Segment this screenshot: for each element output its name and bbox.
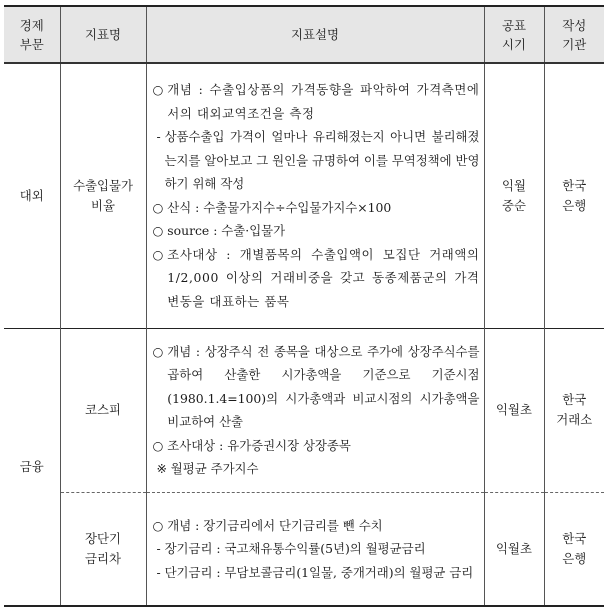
agency-cell: 한국 은행 [544, 492, 604, 606]
description-line: ○ 개념 : 수출입상품의 가격동향을 파악하여 가격측면에서의 대외교역조건을 측정 [152, 82, 480, 121]
description-line: - 단기금리 : 무담보콜금리(1일물, 중개거래)의 월평균 금리 [152, 564, 474, 580]
release-timing-cell: 익월초 [484, 492, 544, 606]
header-row [4, 6, 604, 63]
indicator-description-cell [146, 492, 484, 606]
description-line: - 상품수출입 가격이 얼마나 유리해졌는지 아니면 불리해졌는지를 알아보고 그 원인을 규명하여 이를 무역정책에 반영하기 위해 작성 [152, 129, 480, 192]
header-indicator-name: 지표명 [60, 6, 146, 63]
release-timing-cell: 익월초 [484, 328, 544, 492]
description-line: ○ 산식 : 수출물가지수÷수입물가지수×100 [152, 199, 392, 215]
sector-cell: 대외 [19, 187, 44, 203]
release-timing-cell: 익월 중순 [484, 63, 544, 328]
indicator-name-cell: 코스피 [60, 328, 146, 492]
description-line: ○ 개념 : 상장주식 전 종목을 대상으로 주가에 상장주식수를 곱하여 산출한 시가총액을 기준으로 기준시점(1980.1.4=100)의 시가총액과 비교시점의 시가총액을 비교하여 산출 [152, 343, 480, 429]
header-agency: 작성 기관 [544, 6, 604, 63]
description-line: ○ 조사대상 : 개별품목의 수출입액이 모집단 거래액의 1/2,000 이상의 거래비중을 갖고 동종제품군의 가격변동을 대표하는 품목 [152, 246, 480, 309]
description-line: - 장기금리 : 국고채유통수익률(5년)의 월평균금리 [152, 541, 426, 556]
description-line: ○ 개념 : 장기금리에서 단기금리를 뺀 수치 [152, 517, 383, 533]
table-row [4, 492, 604, 606]
indicator-name-cell: 장단기 금리차 [60, 492, 146, 606]
indicator-name-cell: 수출입물가 비율 [60, 63, 146, 328]
indicator-description-cell [146, 63, 484, 328]
agency-cell: 한국 거래소 [544, 328, 604, 492]
table-row [4, 63, 604, 328]
header-sector: 경제 부문 [4, 6, 60, 63]
description-line: ※ 월평균 주가지수 [152, 461, 259, 476]
agency-cell: 한국 은행 [544, 63, 604, 328]
header-release-timing: 공표 시기 [484, 6, 544, 63]
description-line: ○ source : 수출·입물가 [152, 223, 286, 239]
indicator-table [4, 5, 604, 607]
sector-cell: 금융 [4, 328, 60, 606]
table-row [4, 328, 604, 492]
description-line: ○ 조사대상 : 유가증권시장 상장종목 [152, 437, 351, 453]
indicator-description-cell [146, 328, 484, 492]
header-indicator-description: 지표설명 [146, 6, 484, 63]
